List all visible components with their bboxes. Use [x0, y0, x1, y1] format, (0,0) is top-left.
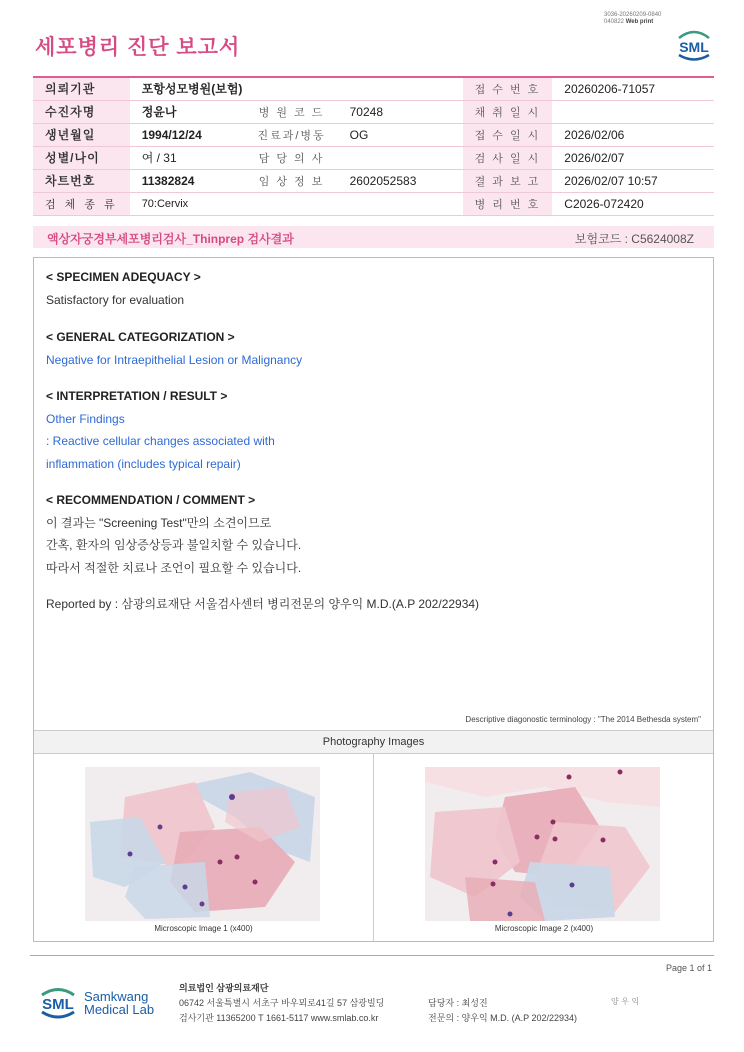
label-department: 진료과/병동 — [245, 123, 337, 146]
svg-text:SML: SML — [42, 996, 74, 1013]
value-specimen-type: 70:Cervix — [130, 192, 463, 215]
label-result-report: 결 과 보 고 — [463, 169, 553, 192]
report-title: 세포병리 진단 보고서 — [35, 36, 241, 59]
test-title-bar — [33, 226, 714, 248]
label-physician: 담 당 의 사 — [245, 146, 337, 169]
label-chart-no: 차트번호 — [33, 169, 130, 192]
photo-cell-2 — [374, 754, 714, 941]
value-clinical-info: 2602052583 — [338, 169, 463, 192]
section-header: < GENERAL CATEGORIZATION > — [46, 330, 235, 344]
interp-line: Other Findings — [46, 411, 125, 426]
interp-line: inflammation (includes typical repair) — [46, 456, 241, 471]
reported-by: Reported by : 삼광의료재단 서울검사센터 병리전문의 양우익 M.D.(A.P 202/22934) — [46, 597, 480, 611]
test-name: 액상자궁경부세포병리검사_Thinprep 검사결과 — [47, 232, 294, 246]
value-sex-age: 여 / 31 — [130, 146, 246, 169]
section-header: < RECOMMENDATION / COMMENT > — [46, 493, 256, 507]
label-receipt-date: 접 수 일 시 — [463, 123, 553, 146]
label-requesting-org: 의뢰기관 — [33, 77, 130, 100]
staff-in-charge: 담당자 : 최성진 — [428, 998, 488, 1008]
page-number: Page 1 of 1 — [665, 963, 712, 973]
adequacy-text: Satisfactory for evaluation — [46, 292, 185, 307]
signature: 양 우 익 — [611, 997, 640, 1006]
section-header: < SPECIMEN ADEQUACY > — [46, 270, 201, 284]
company-name: Samkwang Medical Lab — [84, 989, 155, 1017]
footer-divider — [30, 955, 714, 956]
interp-line: : Reactive cellular changes associated with — [46, 434, 275, 448]
photo-cell-1 — [34, 754, 374, 941]
label-clinical-info: 임 상 정 보 — [245, 169, 337, 192]
result-box — [33, 257, 714, 942]
value-requesting-org: 포항성모병원(보험) — [130, 77, 463, 100]
label-specimen-type: 검 체 종 류 — [33, 192, 130, 215]
photo-header: Photography Images — [34, 730, 713, 754]
value-patient-name: 정윤나 — [130, 100, 246, 123]
sml-logo-icon — [36, 982, 80, 1022]
document-code: 3036-20260209-0840 040822 Web print — [604, 12, 662, 25]
value-pathology-no: C2026-072420 — [552, 192, 714, 215]
value-receipt-date: 2026/02/06 — [552, 123, 714, 146]
insurance-code: 보험코드 : C5624008Z — [574, 232, 694, 246]
value-hospital-code: 70248 — [338, 100, 463, 123]
svg-text:SML: SML — [679, 39, 709, 55]
value-collection-date — [552, 100, 714, 123]
label-hospital-code: 병 원 코 드 — [245, 100, 337, 123]
label-test-date: 검 사 일 시 — [463, 146, 553, 169]
microscopic-image-2[interactable] — [425, 767, 660, 921]
bethesda-note: Descriptive diagonostic terminology : "The 2014 Bethesda system" — [465, 715, 701, 724]
general-categorization-section — [46, 326, 302, 371]
address-line: 06742 서울특별시 서초구 바우뫼로41길 57 삼광빌딩 — [179, 998, 385, 1008]
rec-line: 따라서 적절한 치료나 조언이 필요할 수 있습니다. — [46, 560, 302, 575]
photo-caption-1: Microscopic Image 1 (x400) — [154, 924, 253, 933]
section-header: < INTERPRETATION / RESULT > — [46, 389, 228, 403]
rec-line: 이 결과는 "Screening Test"만의 소견이므로 — [46, 515, 272, 530]
org-name: 의료법인 삼광의료재단 — [179, 983, 269, 993]
sml-logo-icon — [673, 24, 715, 64]
info-row — [33, 169, 714, 192]
interpretation-section — [46, 385, 275, 475]
info-row — [33, 100, 714, 123]
value-result-report: 2026/02/07 10:57 — [552, 169, 714, 192]
photo-caption-2: Microscopic Image 2 (x400) — [494, 924, 594, 933]
info-row — [33, 146, 714, 169]
microscopic-image-1[interactable] — [85, 767, 320, 921]
value-accession-no: 20260206-71057 — [552, 77, 714, 100]
category-text: Negative for Intraepithelial Lesion or Malignancy — [46, 352, 303, 367]
info-row — [33, 192, 714, 215]
label-patient-name: 수진자명 — [33, 100, 130, 123]
value-physician — [338, 146, 463, 169]
label-collection-date: 채 취 일 시 — [463, 100, 553, 123]
value-test-date: 2026/02/07 — [552, 146, 714, 169]
label-pathology-no: 병 리 번 호 — [463, 192, 553, 215]
specialist: 전문의 : 양우익 M.D. (A.P 202/22934) — [428, 1013, 578, 1023]
info-row — [33, 77, 714, 100]
specimen-adequacy-section — [46, 266, 201, 311]
patient-info-table — [33, 76, 714, 216]
company-address — [179, 981, 384, 1026]
info-row — [33, 123, 714, 146]
staff-info — [428, 981, 577, 1026]
label-accession-no: 접 수 번 호 — [463, 77, 553, 100]
recommendation-section — [46, 489, 301, 579]
value-chart-no: 11382824 — [130, 169, 246, 192]
rec-line: 간혹, 환자의 임상증상등과 불일치할 수 있습니다. — [46, 538, 302, 552]
label-birth-date: 생년월일 — [33, 123, 130, 146]
value-department: OG — [338, 123, 463, 146]
label-sex-age: 성별/나이 — [33, 146, 130, 169]
value-birth-date: 1994/12/24 — [130, 123, 246, 146]
contact-line: 검사기관 11365200 T 1661-5117 www.smlab.co.kr — [179, 1013, 379, 1023]
